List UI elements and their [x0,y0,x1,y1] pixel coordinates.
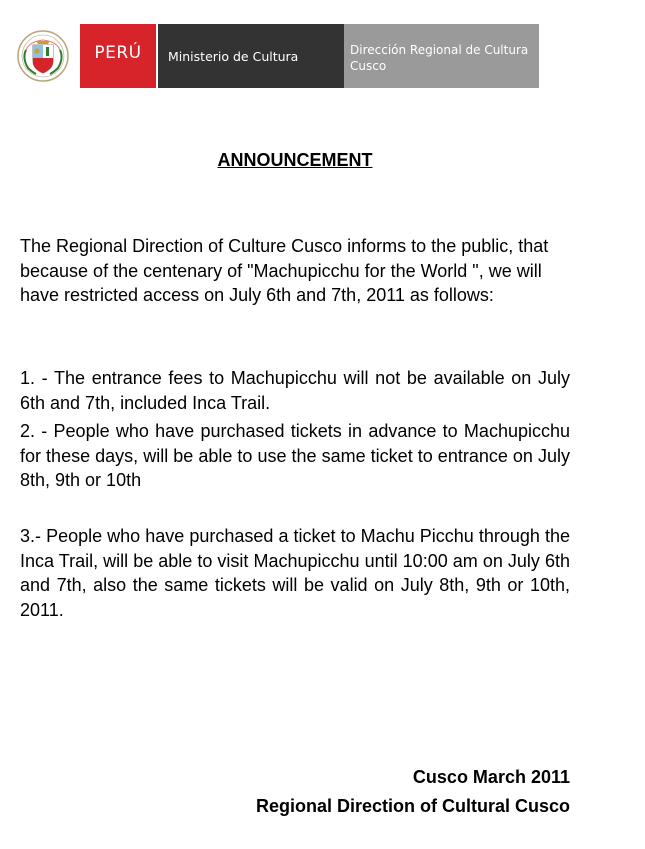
coat-of-arms-seal [16,28,70,84]
peru-brand-block [80,24,156,88]
directorate-block [344,24,539,88]
ministry-block [158,24,356,88]
item-2-paragraph: 2. - People who have purchased tickets in advance to Machupicchu for these days, will be able to use the same ticket to entrance on July 8th, 9th or 10th [20,421,570,490]
ministry-label: Ministerio de Cultura [168,49,299,64]
signature-date: Cusco March 2011 [412,767,570,787]
signature-org: Regional Direction of Cultural Cusco [255,796,570,816]
intro-paragraph: The Regional Direction of Culture Cusco informs to the public, that because of the centenary of "Machupicchu for the World ", we will have restricted access on July 6th and 7th, 2011 as follows: [20,236,549,305]
directorate-line-1: Dirección Regional de Cultura [350,43,529,57]
announcement-title: ANNOUNCEMENT [217,150,373,170]
directorate-line-2: Cusco [350,59,387,73]
peru-label: PERÚ [94,43,142,63]
letterhead [16,22,546,90]
item-1-paragraph: 1. - The entrance fees to Machupicchu will not be available on July 6th and 7th, included Inca Trail. [20,368,570,413]
item-3-paragraph: 3.- People who have purchased a ticket to Machu Picchu through the Inca Trail, will be able to visit Machupicchu until 10:00 am on July 6th and 7th, also the same tickets will be valid on July 8th, 9th or 10th, 2011. [20,526,570,620]
directorate-label [350,42,528,74]
